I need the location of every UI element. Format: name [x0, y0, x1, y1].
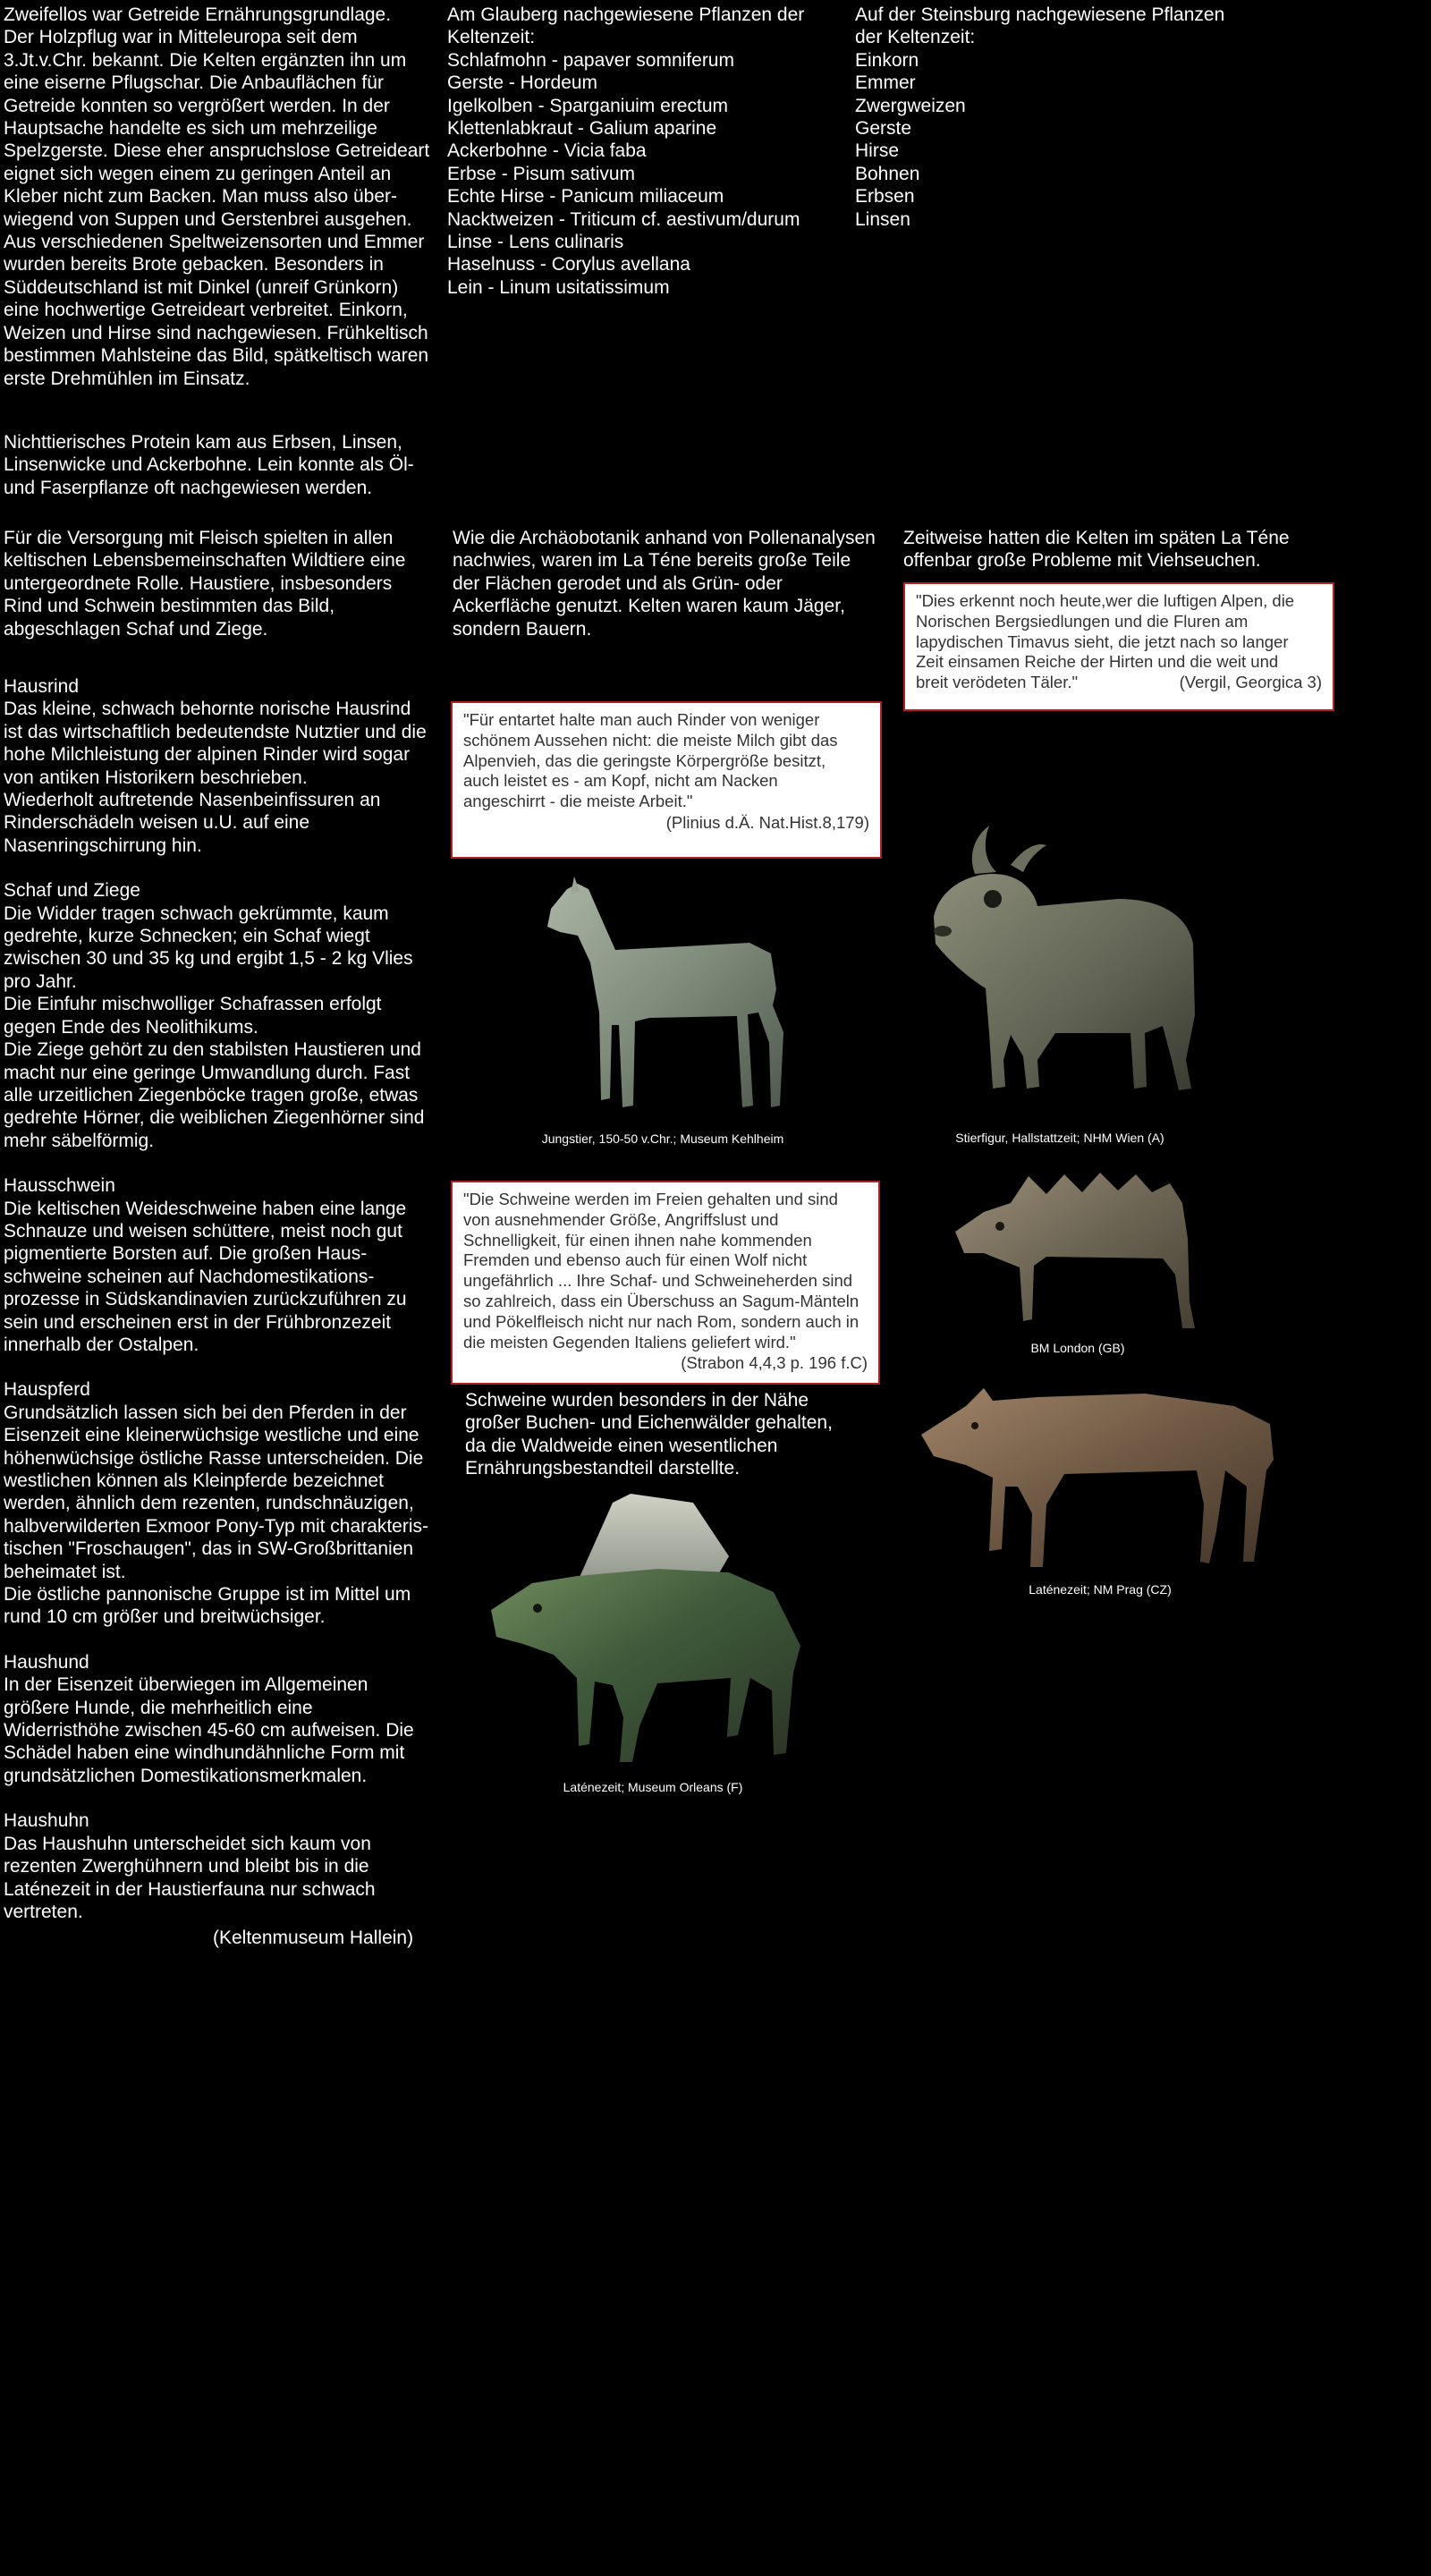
- bull-figurine-image: [903, 792, 1216, 1127]
- list-item: Bohnen: [855, 163, 920, 184]
- pollen-text: Wie die Archäobotanik anhand von Pollenanalysen nachwies, waren im La Téne bereits große Teile der Flächen gerodet und als Grün- oder Ackerfläche genutzt. Kelten waren kaum Jäger, sondern Bauern.: [453, 528, 876, 640]
- boar-caption: BM London (GB): [1030, 1341, 1125, 1355]
- list-item: Haselnuss - Corylus avellana: [447, 254, 690, 275]
- plague-text: Zeitweise hatten die Kelten im späten La Téne offenbar große Probleme mit Viehseuchen.: [903, 528, 1290, 572]
- list-item: Hirse: [855, 140, 900, 162]
- list-item: Gerste - Hordeum: [447, 72, 598, 94]
- list-item: Nacktweizen - Triticum cf. aestivum/durum: [447, 208, 800, 230]
- section-haushund-title: Haushund: [4, 1651, 89, 1673]
- calf-figurine-image: [515, 864, 810, 1132]
- list-item: Erbsen: [855, 186, 915, 208]
- bull-caption: Stierfigur, Hallstattzeit; NHM Wien (A): [955, 1131, 1164, 1145]
- quote-text: "Für entartet halte man auch Rinder von weniger schönem Aussehen nicht: die meiste Milch gibt das Alpenvieh, das die geringste Körpergröße besitzt, auch leistet es - am Kopf, nicht am Nacken angeschirrt - die meiste Arbeit.": [463, 710, 838, 811]
- quote-text: "Dies erkennt noch heute,wer die luftigen Alpen, die Norischen Bergsiedlungen und die Fluren am lapydischen Timavus sieht, die jetzt nach so langer Zeit einsamen Reiche der Hirten und die weit und breit verödeten Täler.": [916, 591, 1295, 692]
- swine-text: Schweine wurden besonders in der Nähe großer Buchen- und Eichenwälder gehalten, da die Waldweide einen wesentlichen Ernährungsbestandteil darstellte.: [465, 1390, 833, 1479]
- glauberg-list: [447, 4, 841, 299]
- crested-boar-figurine-image: [478, 1494, 827, 1771]
- section-schaf-title: Schaf und Ziege: [4, 880, 140, 902]
- list-item: Zwergweizen: [855, 95, 966, 116]
- section-haushuhn-title: Haushuhn: [4, 1810, 89, 1832]
- quote-source: (Vergil, Georgica 3): [1179, 672, 1322, 691]
- section-hausrind-title: Hausrind: [4, 676, 80, 697]
- list-item: Ackerbohne - Vicia faba: [447, 140, 647, 162]
- quote-source: (Plinius d.Ä. Nat.Hist.8,179): [665, 812, 869, 832]
- quote-text: "Die Schweine werden im Freien gehalten und sind von ausnehmender Größe, Angriffslust und Schnelligkeit, für einen ihnen nahe kommenden Fremden und ebenso auch für einen Wolf nicht ungefährlich ... Ihre Schaf- und Schweineherden sind so zahlreich, dass ein Überschuss an Sagum-Mänteln und Pökelfleisch nicht nur nach Rom, sondern auch in die meisten Gegenden Italiens geliefert wird.": [463, 1190, 859, 1352]
- list-item: Linsen: [855, 208, 910, 230]
- vergil-quote: [903, 582, 1334, 711]
- pig-caption: Laténezeit; NM Prag (CZ): [1029, 1582, 1172, 1597]
- protein-text: Nichttierisches Protein kam aus Erbsen, Linsen, Linsenwicke und Ackerbohne. Lein konnte als Öl- und Faserpflanze oft nachgewiesen werden.: [4, 432, 414, 498]
- section-hauspferd-title: Hauspferd: [4, 1379, 90, 1401]
- list-item: Emmer: [855, 72, 916, 94]
- boar-figurine-image: [948, 1167, 1207, 1337]
- crested-boar-caption: Laténezeit; Museum Orleans (F): [563, 1780, 743, 1794]
- section-hausschwein-title: Hausschwein: [4, 1175, 115, 1197]
- quote-source: (Strabon 4,4,3 p. 196 f.C): [681, 1353, 868, 1373]
- calf-caption: Jungstier, 150-50 v.Chr.; Museum Kehlheim: [541, 1131, 784, 1146]
- section-schaf-body: Die Widder tragen schwach gekrümmte, kaum gedrehte, kurze Schnecken; ein Schaf wiegt zwischen 30 und 35 kg und ergibt 1,5 - 2 kg Vlies pro Jahr. Die Einfuhr mischwolliger Schafrassen erfolgt gegen Ende des Neolithikums. Die Ziege gehört zu den stabilsten Haustieren und macht nur eine geringe Umwandlung durch. Fast alle urzeitlichen Ziegenböcke tragen große, etwas gedrehte Hörner, die weiblichen Ziegenhörner sind mehr säbelförmig.: [4, 902, 425, 1151]
- list-item: Einkorn: [855, 49, 919, 71]
- section-haushund-body: In der Eisenzeit überwiegen im Allgemeinen größere Hunde, die mehrheitlich eine Widerristhöhe zwischen 45-60 cm aufweisen. Die Schädel haben eine windhundähnliche Form mit grundsätzlichen Domestikationsmerkmalen.: [4, 1674, 414, 1786]
- intro-text: Zweifellos war Getreide Ernährungsgrundlage. Der Holzpflug war in Mitteleuropa seit dem 3.Jt.v.Chr. bekannt. Die Kelten ergänzten ihn um eine eiserne Pflugschar. Die Anbauflächen für Getreide konnten so vergrößert werden. In der Hauptsache handelte es sich um mehrzeilige Spelzgerste. Diese eher anspruchslose Getreideart eignet sich wegen einem zu geringen Anteil an Kleber nicht zum Backen. Man muss also über- wiegend von Suppen und Gerstenbrei ausgehen. Aus verschiedenen Speltweizensorten und Emmer wurden bereits Brote gebacken. Besonders in Süddeutschland ist mit Dinkel (unreif Grünkorn) eine hochwertige Getreideart verbreitet. Einkorn, Weizen und Hirse sind nachgewiesen. Frühkeltisch bestimmen Mahlsteine das Bild, spätkeltisch waren erste Drehmühlen im Einsatz.: [4, 4, 430, 389]
- section-hausrind-body: Das kleine, schwach behornte norische Hausrind ist das wirtschaftlich bedeutendste Nutztier und die hohe Milchleistung der alpinen Rinder wird sogar von antiken Historikern beschrieben. Wiederholt auftretende Nasenbeinfissuren an Rinderschädeln weisen u.U. auf eine Nasenringschirrung hin.: [4, 699, 427, 856]
- livestock-sections: [4, 675, 442, 1923]
- meat-text: Für die Versorgung mit Fleisch spielten in allen keltischen Lebensbemeinschaften Wildtiere eine untergeordnete Rolle. Haustiere, insbesonders Rind und Schwein bestimmten das Bild, abgeschlagen Schaf und Ziege.: [4, 528, 406, 640]
- list-item: Erbse - Pisum sativum: [447, 163, 636, 184]
- list-item: Klettenlabkraut - Galium aparine: [447, 118, 717, 140]
- glauberg-heading: Am Glauberg nachgewiesene Pflanzen der Keltenzeit:: [447, 4, 805, 48]
- list-item: Igelkolben - Sparganiuim erectum: [447, 95, 728, 116]
- strabon-quote: [451, 1181, 880, 1385]
- pig-figurine-image: [912, 1370, 1288, 1576]
- steinsburg-heading: Auf der Steinsburg nachgewiesene Pflanzen der Keltenzeit:: [855, 4, 1225, 48]
- section-hausschwein-body: Die keltischen Weideschweine haben eine lange Schnauze und weisen schüttere, meist noch gut pigmentierte Borsten auf. Die großen Haus- schweine scheinen auf Nachdomestikations- prozesse in Südskandinavien zurückzuführen zu sein und erscheinen erst in der Frühbronzezeit innerhalb der Ostalpen.: [4, 1198, 407, 1355]
- section-haushuhn-body: Das Haushuhn unterscheidet sich kaum von rezenten Zwerghühnern und bleibt bis in die Laténezeit in der Haustierfauna nur schwach vertreten.: [4, 1833, 376, 1922]
- section-hauspferd-body: Grundsätzlich lassen sich bei den Pferden in der Eisenzeit eine kleinerwüchsige westliche und eine höhenwüchsige östliche Rasse unterscheiden. Die westlichen können als Kleinpferde bezeichnet werden, ähnlich dem rezenten, rundschnäuzigen, halbverwilderten Exmoor Pony-Typ mit charakteris- tischen "Froschaugen", das in SW-Großbrittanien beheimatet ist. Die östliche pannonische Gruppe ist im Mittel um rund 10 cm größer und breitwüchsiger.: [4, 1402, 429, 1628]
- list-item: Lein - Linum usitatissimum: [447, 276, 670, 298]
- list-item: Echte Hirse - Panicum miliaceum: [447, 186, 724, 208]
- list-item: Linse - Lens culinaris: [447, 232, 624, 253]
- list-item: Gerste: [855, 118, 912, 140]
- list-item: Schlafmohn - papaver somniferum: [447, 49, 734, 71]
- steinsburg-list: [855, 4, 1249, 231]
- museum-source: (Keltenmuseum Hallein): [213, 1928, 414, 1948]
- plinius-quote: [451, 701, 882, 859]
